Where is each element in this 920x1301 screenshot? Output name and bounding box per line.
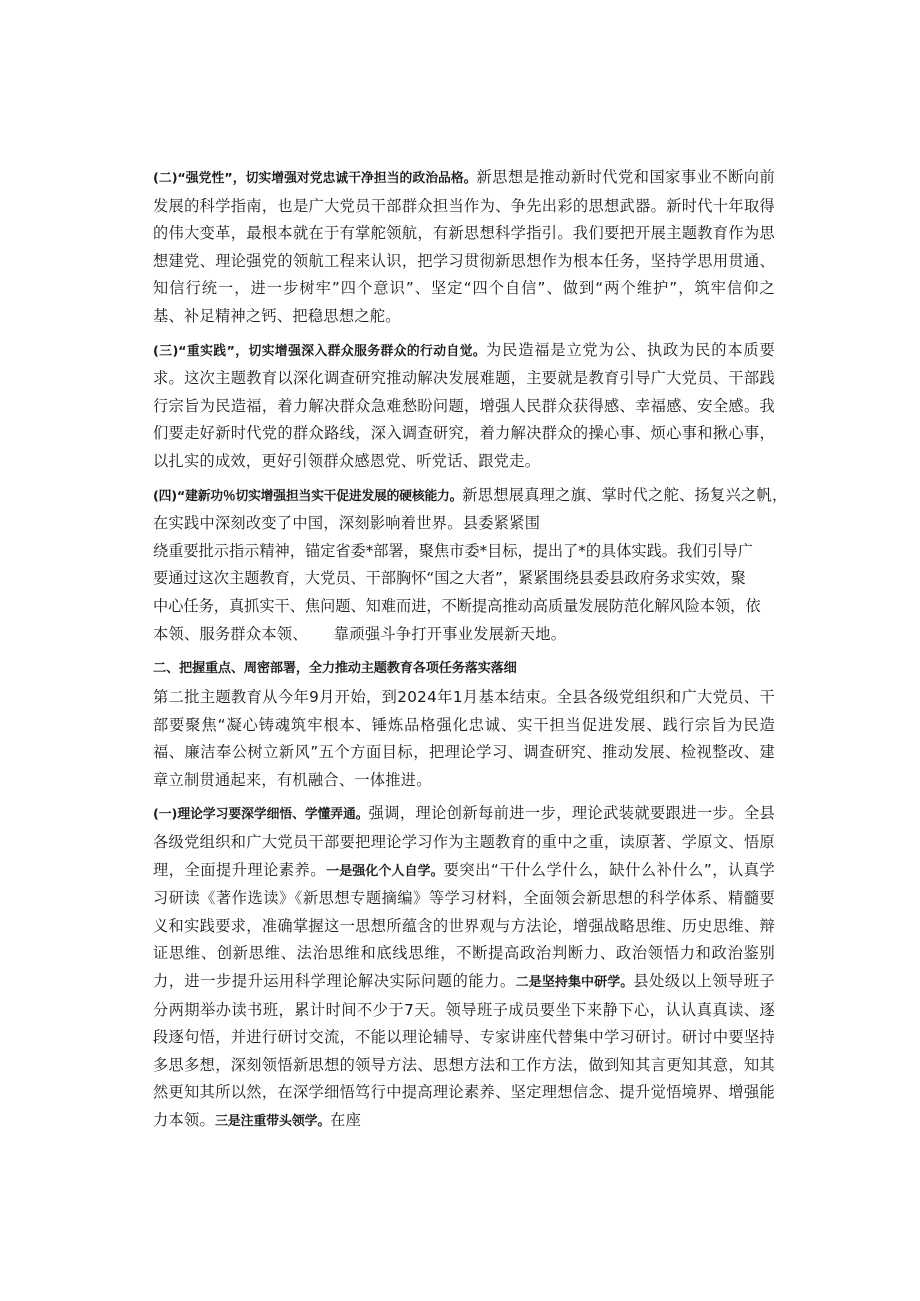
subsection-1-body-2: 要突出“干什么学什么，缺什么补什么”，认真学习研读《著作选读》《新思想专题摘编》等学习材料，全面领会新思想的科学体系、精髓要义和实践要求，准确掌握这一思想所蕴含的世界观与方法论，增强战略思维、历史思维、辩证思维、创新思维、法治思维和底线思维，不断提高政治判断力、政治领悟力和政治鉴别力，进一步提升运用科学理论解决实际问题的能力。 [153,860,775,991]
section-4-line-3: 绕重要批示指示精神，锚定省委*部署，聚焦市委*目标，提出了*的具体实践。我们引导广 [153,541,753,560]
section-4-line-6a: 本领、服务群众本领、 [153,624,308,643]
section-4-paragraph [153,482,788,649]
section-3-heading: (三)“重实践”，切实增强深入群众服务群众的行动自觉。 [153,343,487,359]
section-2-body: 新思想是推动新时代党和国家事业不断向前发展的科学指南，也是广大党员干部群众担当作为、争先出彩的思想武器。新时代十年取得的伟大变革，最根本就在于有掌舵领航，有新思想科学指引。我们要把开展主题教育作为思想建党、理论强党的领航工程来认识，把学习贯彻新思想作为根本任务，坚持学思用贯通、知信行统一，进一步树牢”四个意识”、坚定“四个自信”、做到“两个维护”，筑牢信仰之基、补足精神之钙、把稳思想之舵。 [153,168,775,325]
document-page [153,164,788,1142]
section-4-line-4: 要通过这次主题教育，大党员、干部胸怀“国之大者”，紧紧围绕县委县政府务求实效，聚 [153,569,746,588]
section-4-line-5: 中心任务，真抓实干、焦问题、知难而进，不断提高推动高质量发展防范化解风险本领，依 [153,596,761,615]
subsection-1-point-3: 三是注重带头领学。 [214,1114,331,1129]
part-2-intro: 第二批主题教育从今年9月开始，到2024年1月基本结束。全县各级党组织和广大党员、干部要聚焦“凝心铸魂筑牢根本、锤炼品格强化忠诚、实干担当促进发展、践行宗旨为民造福、廉洁奉公树立新风”五个方面目标，把理论学习、调查研究、推动发展、检视整改、建章立制贯通起来，有机融合、一体推进。 [153,688,775,789]
section-4-line-6 [153,621,775,649]
subsection-1-heading: (一)理论学习要深学细悟、学懂弄通。 [153,807,369,823]
subsection-1-paragraph [153,800,775,1135]
subsection-1-body-1: 强调，理论创新每前进一步，理论武装就要跟进一步。全县各级党组织和广大党员干部要把理论学习作为主题教育的重中之重，读原著、学原文、悟原理，全面提升理论素养。 [153,804,775,879]
section-4-line [153,482,788,511]
part-2-heading: 二、把握重点、周密部署，全力推动主题教育各项任务落实落细 [153,661,517,677]
section-4-heading: (四)“建新功％切实增强担当实干促进发展的硬核能力。 [153,488,463,504]
section-3-paragraph [153,337,775,476]
subsection-1-body-3: 县处级以上领导班子分两期举办读书班，累计时间不少于7天。领导班子成员要坐下来静下心，认认真真读、逐段逐句悟，并进行研讨交流，不能以理论辅导、专家讲座代替集中学习研讨。研讨中要坚持多思多想，深刻领悟新思想的领导方法、思想方法和工作方法，做到知其言更知其意，知其然更知其所以然，在深学细悟笃行中提高理论素养、坚定理想信念、提升觉悟境界、增强能力本领。 [153,972,776,1129]
subsection-1-point-2: 二是坚持集中研学。 [515,975,634,991]
section-4-line-1: 新思想展真理之旗、掌时代之舵、扬复兴之帆， [462,485,788,504]
section-2-paragraph [153,164,775,331]
section-2-heading: (二)“强党性”，切实增强对党忠诚干净担当的政治品格。 [153,171,477,186]
section-3-body: 为民造福是立党为公、执政为民的本质要求。这次主题教育以深化调查研究推动解决发展难题，主要就是教育引导广大党员、干部践行宗旨为民造福，着力解决群众急难愁盼问题，增强人民群众获得感、幸福感、安全感。我们要走好新时代党的群众路线，深入调查研究，着力解决群众的操心事、烦心事和揪心事，以扎实的成效，更好引领群众感恩党、听党话、跟党走。 [153,340,775,470]
subsection-1-point-1: 一是强化个人自学。 [326,863,444,879]
section-4-line-2: 在实践中深刻改变了中国，深刻影响着世界。县委紧紧围 [153,514,541,533]
section-4-line-6b: 靠顽强斗争打开事业发展新天地。 [333,624,567,643]
subsection-1-body-4: 在座 [330,1111,362,1129]
